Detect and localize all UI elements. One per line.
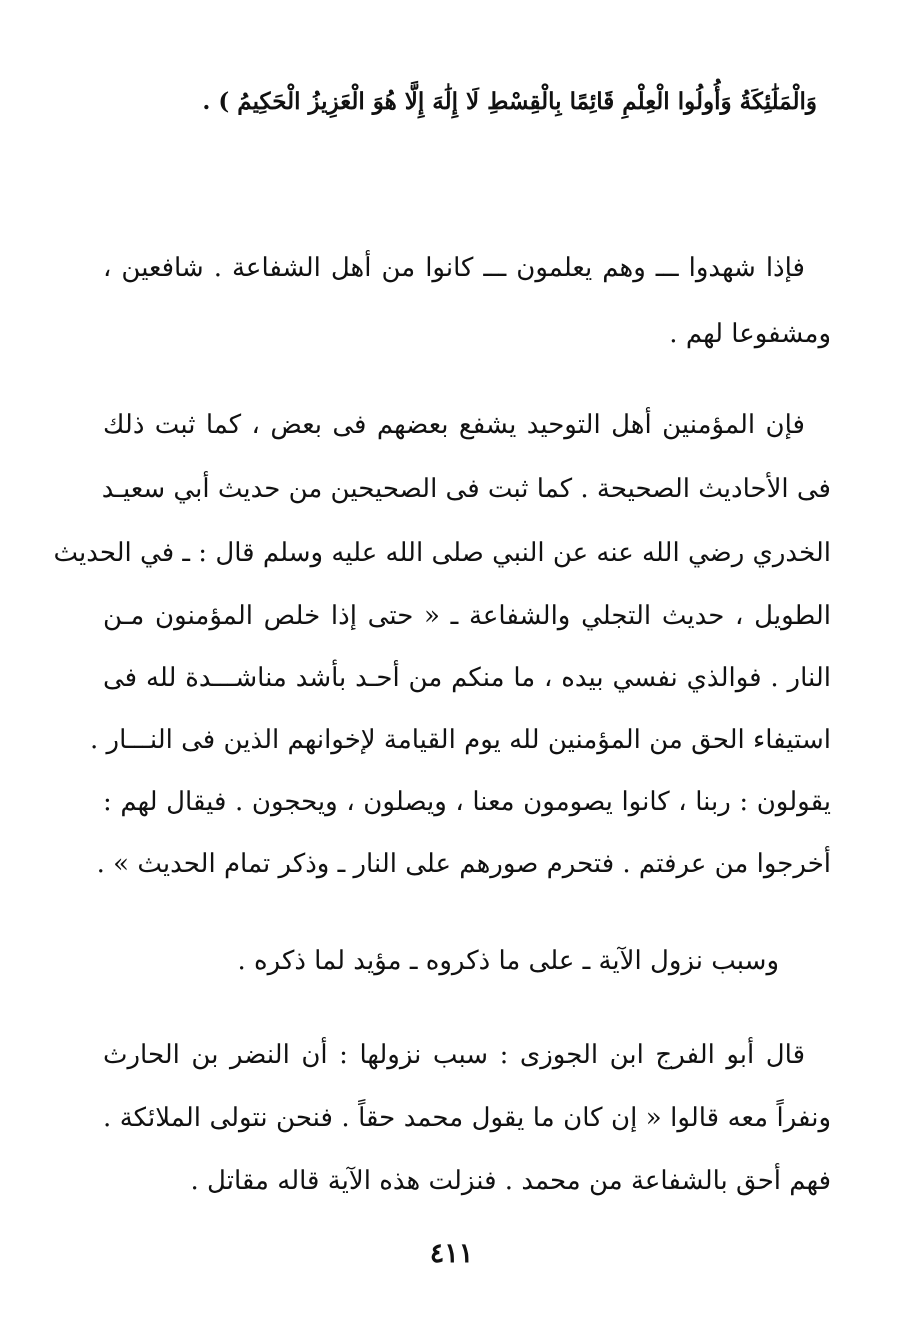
quran-verse-line: وَالْمَلَٰئِكَةُ وَأُولُوا الْعِلْمِ قَائِمًا بِالْقِسْطِ لَا إِلَٰهَ إِلَّا هُوَ الْعَزِيزُ الْحَكِيمُ ) . <box>202 88 817 115</box>
paragraph-2-line-1: فإن المؤمنين أهل التوحيد يشفع بعضهم فى بعض ، كما ثبت ذلك <box>103 410 805 440</box>
paragraph-2-line-8: أخرجوا من عرفتم . فتحرم صورهم على النار ـ وذكر تمام الحديث » . <box>96 849 831 879</box>
paragraph-4-line-3: فهم أحق بالشفاعة من محمد . فنزلت هذه الآية قاله مقاتل . <box>190 1166 831 1196</box>
paragraph-2-line-5: النار . فوالذي نفسي بيده ، ما منكم من أحـد بأشد مناشـــدة لله فى <box>103 663 831 693</box>
paragraph-1-line-1: فإذا شهدوا ـــ وهم يعلمون ـــ كانوا من أهل الشفاعة . شافعين ، <box>103 253 805 283</box>
paragraph-1-line-2: ومشفوعا لهم . <box>669 319 831 349</box>
paragraph-2-line-7: يقولون : ربنا ، كانوا يصومون معنا ، ويصلون ، ويحجون . فيقال لهم : <box>103 787 831 817</box>
paragraph-2-line-2: فى الأحاديث الصحيحة . كما ثبت فى الصحيحين من حديث أبي سعيـد <box>101 474 831 504</box>
paragraph-2-line-3: الخدري رضي الله عنه عن النبي صلى الله عليه وسلم قال : ـ في الحديث <box>53 538 831 568</box>
paragraph-3-line-1: وسبب نزول الآية ـ على ما ذكروه ـ مؤيد لما ذكره . <box>237 946 779 976</box>
paragraph-4-line-2: ونفراً معه قالوا « إن كان ما يقول محمد حقاً . فنحن نتولى الملائكة . <box>103 1103 831 1133</box>
page-number: ٤١١ <box>429 1238 474 1269</box>
paragraph-2-line-4: الطويل ، حديث التجلي والشفاعة ـ « حتى إذا خلص المؤمنون مـن <box>103 601 831 631</box>
paragraph-4-line-1: قال أبو الفرج ابن الجوزى : سبب نزولها : أن النضر بن الحارث <box>103 1040 805 1070</box>
paragraph-2-line-6: استيفاء الحق من المؤمنين لله يوم القيامة لإخوانهم الذين فى النـــار . <box>89 725 831 755</box>
